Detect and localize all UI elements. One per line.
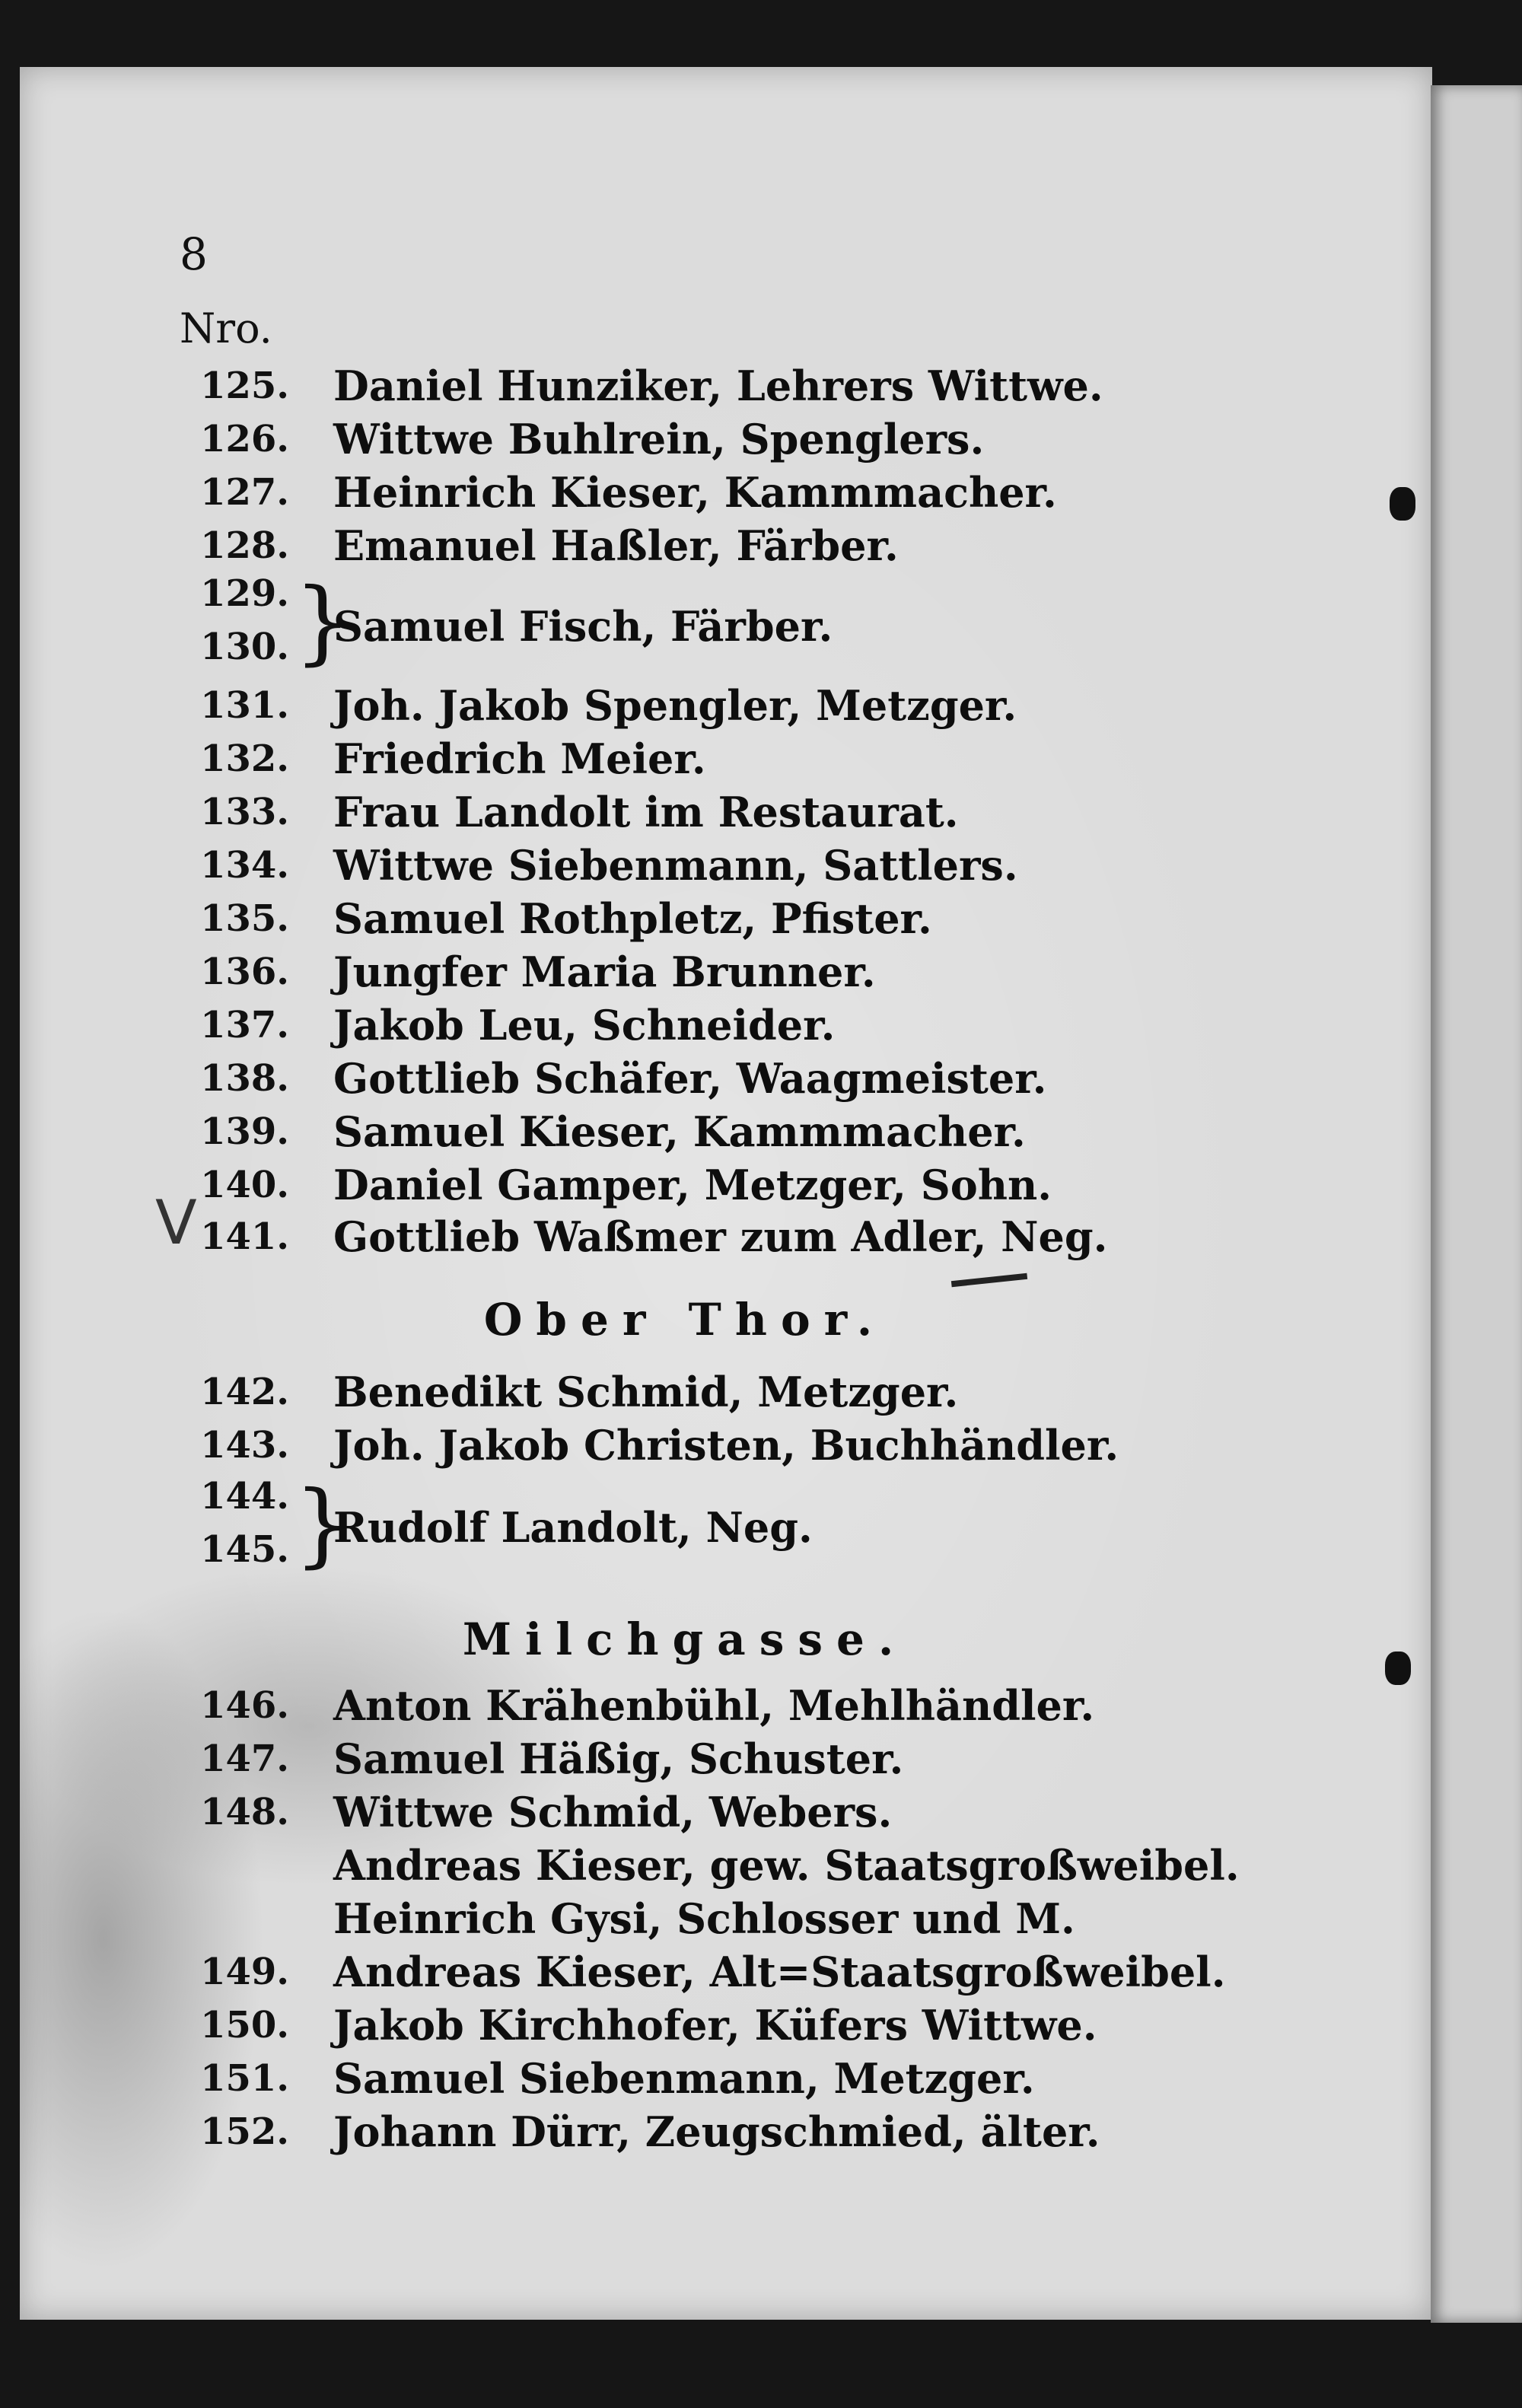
entry-text: Emanuel Haßler, Färber. bbox=[333, 521, 899, 570]
entry-text: Heinrich Kieser, Kammmacher. bbox=[333, 468, 1057, 517]
entry-number: 142. bbox=[200, 1371, 289, 1413]
entry-text: Wittwe Siebenmann, Sattlers. bbox=[333, 841, 1018, 890]
list-item bbox=[0, 680, 1370, 731]
entry-text: Jakob Kirchhofer, Küfers Wittwe. bbox=[333, 2001, 1097, 2050]
list-item bbox=[0, 1840, 1370, 1890]
list-item bbox=[0, 1680, 1370, 1731]
entry-number: 127. bbox=[200, 471, 289, 514]
entry-number: 134. bbox=[200, 844, 289, 887]
entry-text: Daniel Gamper, Metzger, Sohn. bbox=[333, 1161, 1052, 1209]
entry-number: 132. bbox=[200, 737, 289, 780]
list-item bbox=[0, 361, 1370, 411]
list-item bbox=[0, 2053, 1370, 2104]
entry-number: 131. bbox=[200, 684, 289, 727]
entry-text: Friedrich Meier. bbox=[333, 734, 706, 783]
list-item bbox=[0, 1947, 1370, 1997]
binding-hole-icon bbox=[1385, 1652, 1411, 1685]
section-heading-milchgasse: Milchgasse. bbox=[462, 1613, 908, 1665]
entry-text: Heinrich Gysi, Schlosser und M. bbox=[333, 1894, 1075, 1943]
entry-number: 151. bbox=[200, 2057, 289, 2100]
list-item bbox=[0, 2000, 1370, 2050]
entry-text: Samuel Fisch, Färber. bbox=[333, 602, 833, 651]
list-item bbox=[0, 947, 1370, 997]
entry-number: 152. bbox=[200, 2110, 289, 2153]
entry-text: Gottlieb Schäfer, Waagmeister. bbox=[333, 1054, 1047, 1103]
list-item bbox=[0, 787, 1370, 837]
entry-text: Samuel Häßig, Schuster. bbox=[333, 1734, 904, 1783]
list-item bbox=[0, 734, 1370, 784]
entry-text: Wittwe Buhlrein, Spenglers. bbox=[333, 415, 985, 463]
entry-number: 138. bbox=[200, 1057, 289, 1100]
entry-number: 144. bbox=[200, 1475, 289, 1518]
list-item bbox=[0, 2107, 1370, 2157]
entry-number: 126. bbox=[200, 418, 289, 460]
entry-number: 140. bbox=[200, 1164, 289, 1206]
entry-number: 129. bbox=[200, 572, 289, 615]
section-heading-ober-thor: Ober Thor. bbox=[483, 1294, 887, 1346]
entry-number: 148. bbox=[200, 1791, 289, 1833]
list-item bbox=[0, 414, 1370, 464]
entry-number: 150. bbox=[200, 2004, 289, 2046]
entry-number: 130. bbox=[200, 626, 289, 668]
list-item bbox=[0, 1212, 1370, 1262]
handwritten-check-mark: V bbox=[155, 1187, 197, 1258]
entry-number: 133. bbox=[200, 791, 289, 833]
entry-number: 141. bbox=[200, 1215, 289, 1258]
entry-number: 136. bbox=[200, 951, 289, 993]
list-item bbox=[0, 893, 1370, 944]
list-item bbox=[0, 1000, 1370, 1050]
brace-icon: } bbox=[294, 1472, 352, 1578]
list-item bbox=[0, 521, 1370, 571]
entry-number: 149. bbox=[200, 1951, 289, 1993]
entry-text: Johann Dürr, Zeugschmied, älter. bbox=[333, 2107, 1100, 2156]
entry-text: Joh. Jakob Christen, Buchhändler. bbox=[333, 1421, 1119, 1470]
entry-number: 146. bbox=[200, 1684, 289, 1727]
entry-text: Daniel Hunziker, Lehrers Wittwe. bbox=[333, 362, 1103, 410]
entry-number: 139. bbox=[200, 1110, 289, 1153]
list-item bbox=[0, 601, 1370, 651]
list-item bbox=[0, 1787, 1370, 1837]
list-item bbox=[0, 467, 1370, 518]
entry-text: Wittwe Schmid, Webers. bbox=[333, 1788, 893, 1836]
entry-text: Benedikt Schmid, Metzger. bbox=[333, 1368, 959, 1416]
entry-text: Joh. Jakob Spengler, Metzger. bbox=[333, 681, 1017, 730]
entry-number: 145. bbox=[200, 1528, 289, 1571]
entry-number: 147. bbox=[200, 1738, 289, 1780]
entry-text: Samuel Siebenmann, Metzger. bbox=[333, 2054, 1035, 2103]
entry-text: Rudolf Landolt, Neg. bbox=[333, 1503, 813, 1552]
entry-text: Samuel Kieser, Kammmacher. bbox=[333, 1107, 1026, 1156]
entry-number: 128. bbox=[200, 524, 289, 567]
binding-hole-icon bbox=[1390, 487, 1415, 521]
entry-number: 143. bbox=[200, 1424, 289, 1467]
brace-icon: } bbox=[294, 569, 352, 675]
list-item bbox=[0, 1053, 1370, 1104]
list-item bbox=[0, 1894, 1370, 1944]
list-item bbox=[0, 1420, 1370, 1470]
list-item bbox=[0, 1367, 1370, 1417]
adjacent-page-edge bbox=[1431, 85, 1522, 2323]
page-number: 8 bbox=[180, 228, 208, 280]
entry-number: 137. bbox=[200, 1004, 289, 1046]
number-column-header: Nro. bbox=[180, 304, 272, 352]
entry-number: 125. bbox=[200, 365, 289, 407]
entry-number: 135. bbox=[200, 897, 289, 940]
list-item bbox=[0, 1502, 1370, 1553]
entry-text: Samuel Rothpletz, Pfister. bbox=[333, 894, 932, 943]
entry-text: Frau Landolt im Restaurat. bbox=[333, 788, 959, 836]
entry-text: Jakob Leu, Schneider. bbox=[333, 1001, 836, 1050]
entry-text: Jungfer Maria Brunner. bbox=[333, 948, 876, 996]
entry-text: Andreas Kieser, Alt=Staatsgroßweibel. bbox=[333, 1948, 1226, 1996]
entry-text: Andreas Kieser, gew. Staatsgroßweibel. bbox=[333, 1841, 1240, 1890]
list-item bbox=[0, 1160, 1370, 1210]
list-item bbox=[0, 840, 1370, 890]
entry-text: Gottlieb Waßmer zum Adler, Neg. bbox=[333, 1212, 1108, 1261]
list-item bbox=[0, 1734, 1370, 1784]
list-item bbox=[0, 1107, 1370, 1157]
entry-text: Anton Krähenbühl, Mehlhändler. bbox=[333, 1681, 1095, 1730]
